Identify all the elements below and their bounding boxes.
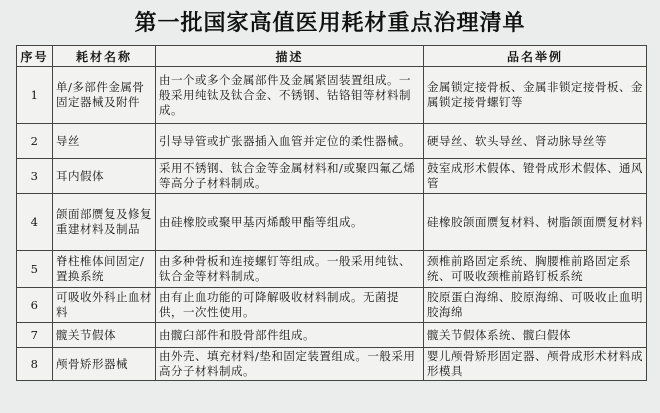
row-examples: 婴儿颅骨矫形固定器、颅骨成形术材料成形模具 [424, 348, 647, 381]
row-number: 5 [17, 251, 53, 288]
row-description: 由一个或多个金属部件及金属紧固装置组成。一般采用纯钛及钛合金、不锈钢、钴铬钼等材料制成。 [156, 67, 424, 124]
row-name: 颌面部赝复及修复重建材料及制品 [53, 194, 156, 251]
row-examples: 硅橡胶颌面赝复材料、树脂颌面赝复材料 [424, 194, 647, 251]
table-row [17, 251, 647, 288]
table-row [17, 124, 647, 159]
row-description: 由多种骨板和连接螺钉等组成。一般采用纯钛、钛合金等材料制成。 [156, 251, 424, 288]
header-description: 描述 [156, 46, 424, 67]
row-description: 由外壳、填充材料/垫和固定装置组成。一般采用高分子材料制成。 [156, 348, 424, 381]
row-description: 采用不锈钢、钛合金等金属材料和/或聚四氟乙烯等高分子材料制成。 [156, 159, 424, 194]
row-number: 8 [17, 348, 53, 381]
row-number: 1 [17, 67, 53, 124]
table-row [17, 323, 647, 348]
row-number: 4 [17, 194, 53, 251]
row-number: 2 [17, 124, 53, 159]
row-description: 由髋臼部件和股骨部件组成。 [156, 323, 424, 348]
row-name: 颅骨矫形器械 [53, 348, 156, 381]
row-examples: 金属锁定接骨板、金属非锁定接骨板、金属锁定接骨螺钉等 [424, 67, 647, 124]
row-examples: 鼓室成形术假体、镫骨成形术假体、通风管 [424, 159, 647, 194]
row-description: 由有止血功能的可降解吸收材料制成。无菌提供，一次性使用。 [156, 288, 424, 323]
document-title: 第一批国家高值医用耗材重点治理清单 [134, 11, 526, 36]
table-row [17, 288, 647, 323]
table-row [17, 194, 647, 251]
row-examples: 硬导丝、软头导丝、肾动脉导丝等 [424, 124, 647, 159]
table-row [17, 67, 647, 124]
row-number: 6 [17, 288, 53, 323]
row-name: 髋关节假体 [53, 323, 156, 348]
row-description: 由硅橡胶或聚甲基丙烯酸甲酯等组成。 [156, 194, 424, 251]
row-name: 导丝 [53, 124, 156, 159]
consumables-table [16, 45, 647, 381]
row-name: 脊柱椎体间固定/置换系统 [53, 251, 156, 288]
row-name: 可吸收外科止血材料 [53, 288, 156, 323]
header-name: 耗材名称 [53, 46, 156, 67]
row-description: 引导导管或扩张器插入血管并定位的柔性器械。 [156, 124, 424, 159]
row-number: 7 [17, 323, 53, 348]
table-row [17, 348, 647, 381]
header-number: 序号 [17, 46, 53, 67]
table-header-row [17, 46, 647, 67]
row-examples: 髋关节假体系统、髋臼假体 [424, 323, 647, 348]
row-examples: 胶原蛋白海绵、胶原海绵、可吸收止血明胶海绵 [424, 288, 647, 323]
row-name: 耳内假体 [53, 159, 156, 194]
table-row [17, 159, 647, 194]
row-number: 3 [17, 159, 53, 194]
row-name: 单/多部件金属骨固定器械及附件 [53, 67, 156, 124]
row-examples: 颈椎前路固定系统、胸腰椎前路固定系统、可吸收颈椎前路钉板系统 [424, 251, 647, 288]
header-examples: 品名举例 [424, 46, 647, 67]
